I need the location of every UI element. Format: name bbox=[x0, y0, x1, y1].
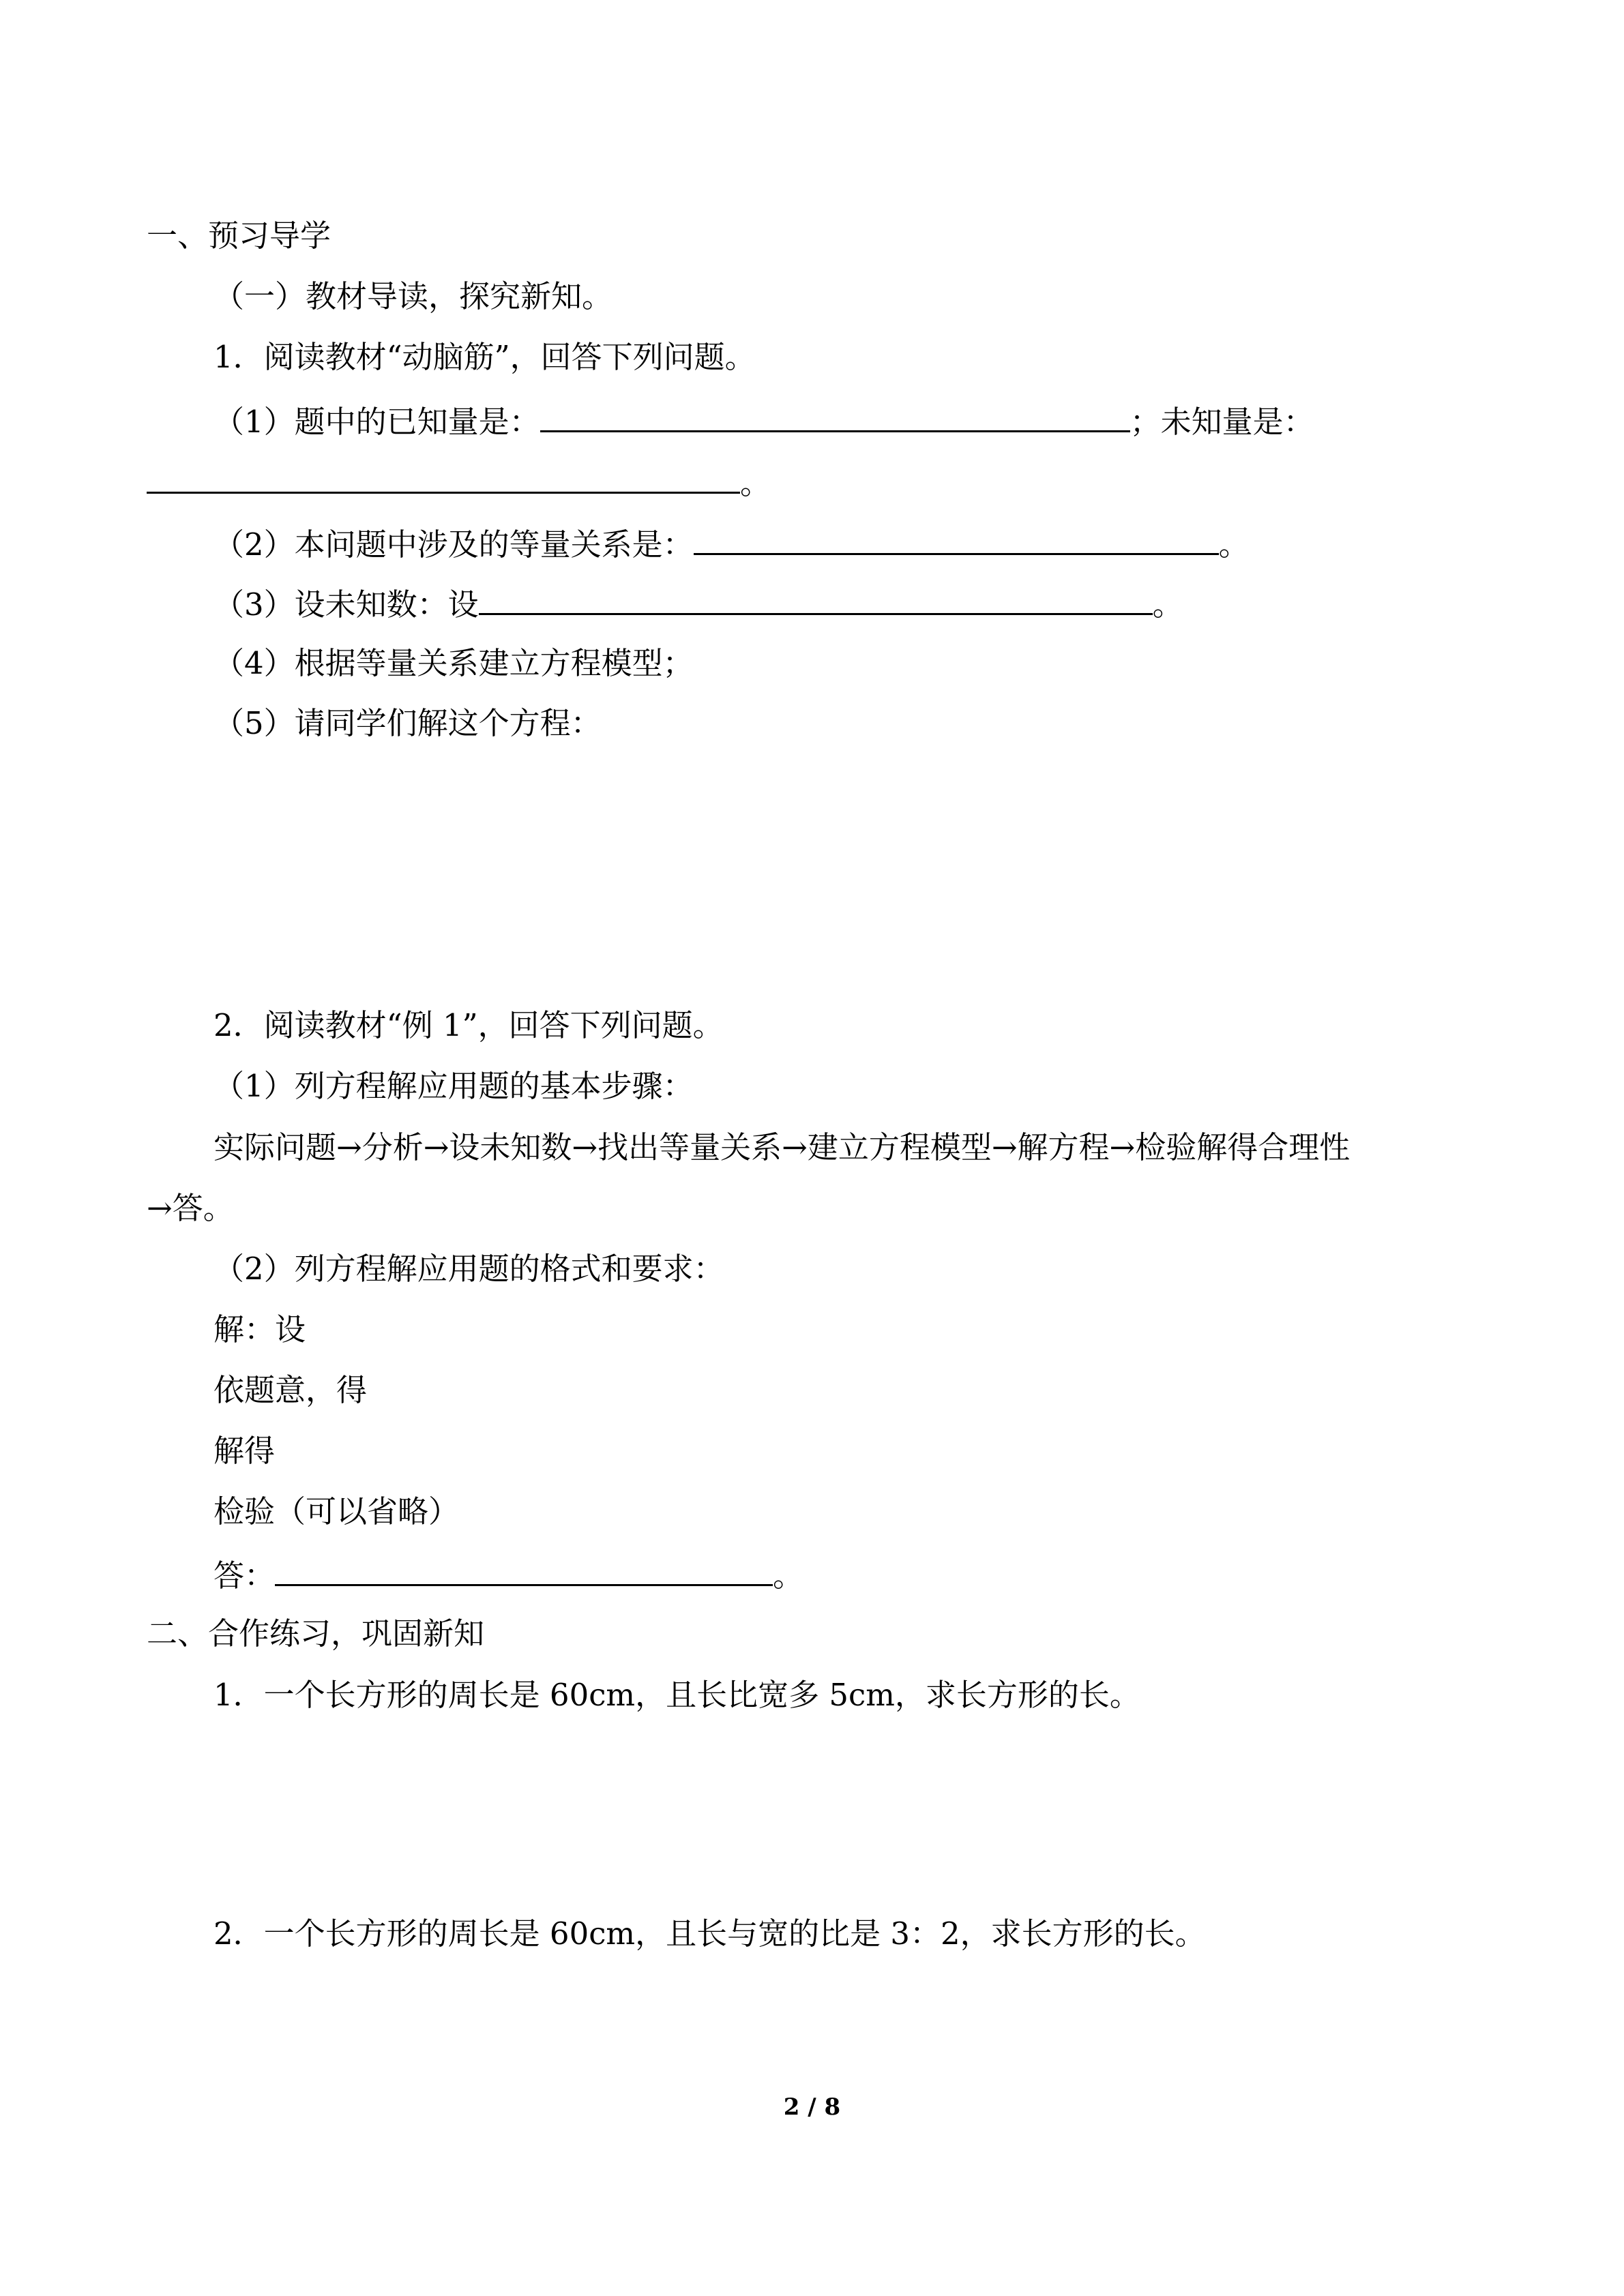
q1-item-1-mid: ；未知量是： bbox=[1130, 404, 1314, 440]
section1-title: 一、预习导学 bbox=[147, 218, 331, 254]
steps-line-2: →答。 bbox=[147, 1190, 234, 1226]
q1-item-1-end: 。 bbox=[740, 465, 771, 501]
q1-item-3 bbox=[213, 582, 1183, 625]
q2-item-2: （2）列方程解应用题的格式和要求： bbox=[213, 1251, 724, 1287]
format-answer-prefix: 答： bbox=[213, 1557, 276, 1594]
q1-item-2-prefix: （2）本问题中涉及的等量关系是： bbox=[213, 526, 694, 563]
format-answer bbox=[213, 1553, 803, 1596]
format-solve: 解：设 bbox=[213, 1311, 306, 1347]
q1-item-3-prefix: （3）设未知数：设 bbox=[213, 586, 479, 623]
known-quantity-blank[interactable] bbox=[540, 399, 1130, 432]
page-number: 2 / 8 bbox=[783, 2093, 841, 2121]
q1-item-2-end: 。 bbox=[1218, 526, 1250, 563]
question-1-heading: 1．阅读教材“动脑筋”，回答下列问题。 bbox=[213, 339, 756, 375]
q1-item-1 bbox=[213, 399, 1314, 443]
question-2-heading: 2．阅读教材“例 1”，回答下列问题。 bbox=[213, 1007, 724, 1043]
q1-item-2 bbox=[213, 522, 1250, 565]
section2-title: 二、合作练习，巩固新知 bbox=[147, 1615, 485, 1652]
format-check: 检验（可以省略） bbox=[213, 1493, 460, 1530]
q1-item-5: （5）请同学们解这个方程： bbox=[213, 705, 602, 741]
subsection-title: （一）教材导读，探究新知。 bbox=[213, 278, 613, 314]
format-result: 解得 bbox=[213, 1433, 276, 1469]
q1-item-1-continued bbox=[147, 460, 771, 504]
unknown-quantity-blank[interactable] bbox=[147, 460, 740, 494]
set-unknown-blank[interactable] bbox=[479, 582, 1153, 615]
q1-item-4: （4）根据等量关系建立方程模型； bbox=[213, 645, 694, 681]
q1-item-1-prefix: （1）题中的已知量是： bbox=[213, 404, 540, 440]
format-answer-end: 。 bbox=[773, 1557, 804, 1594]
q1-item-3-end: 。 bbox=[1152, 586, 1183, 623]
practice-problem-2: 2．一个长方形的周长是 60cm，且长与宽的比是 3：2，求长方形的长。 bbox=[213, 1915, 1206, 1952]
answer-blank[interactable] bbox=[275, 1553, 773, 1586]
practice-problem-1: 1．一个长方形的周长是 60cm，且长比宽多 5cm，求长方形的长。 bbox=[213, 1677, 1140, 1713]
steps-line-1: 实际问题→分析→设未知数→找出等量关系→建立方程模型→解方程→检验解得合理性 bbox=[213, 1129, 1350, 1165]
equal-relation-blank[interactable] bbox=[694, 522, 1219, 555]
q2-item-1: （1）列方程解应用题的基本步骤： bbox=[213, 1068, 694, 1104]
format-according: 依题意，得 bbox=[213, 1372, 368, 1408]
